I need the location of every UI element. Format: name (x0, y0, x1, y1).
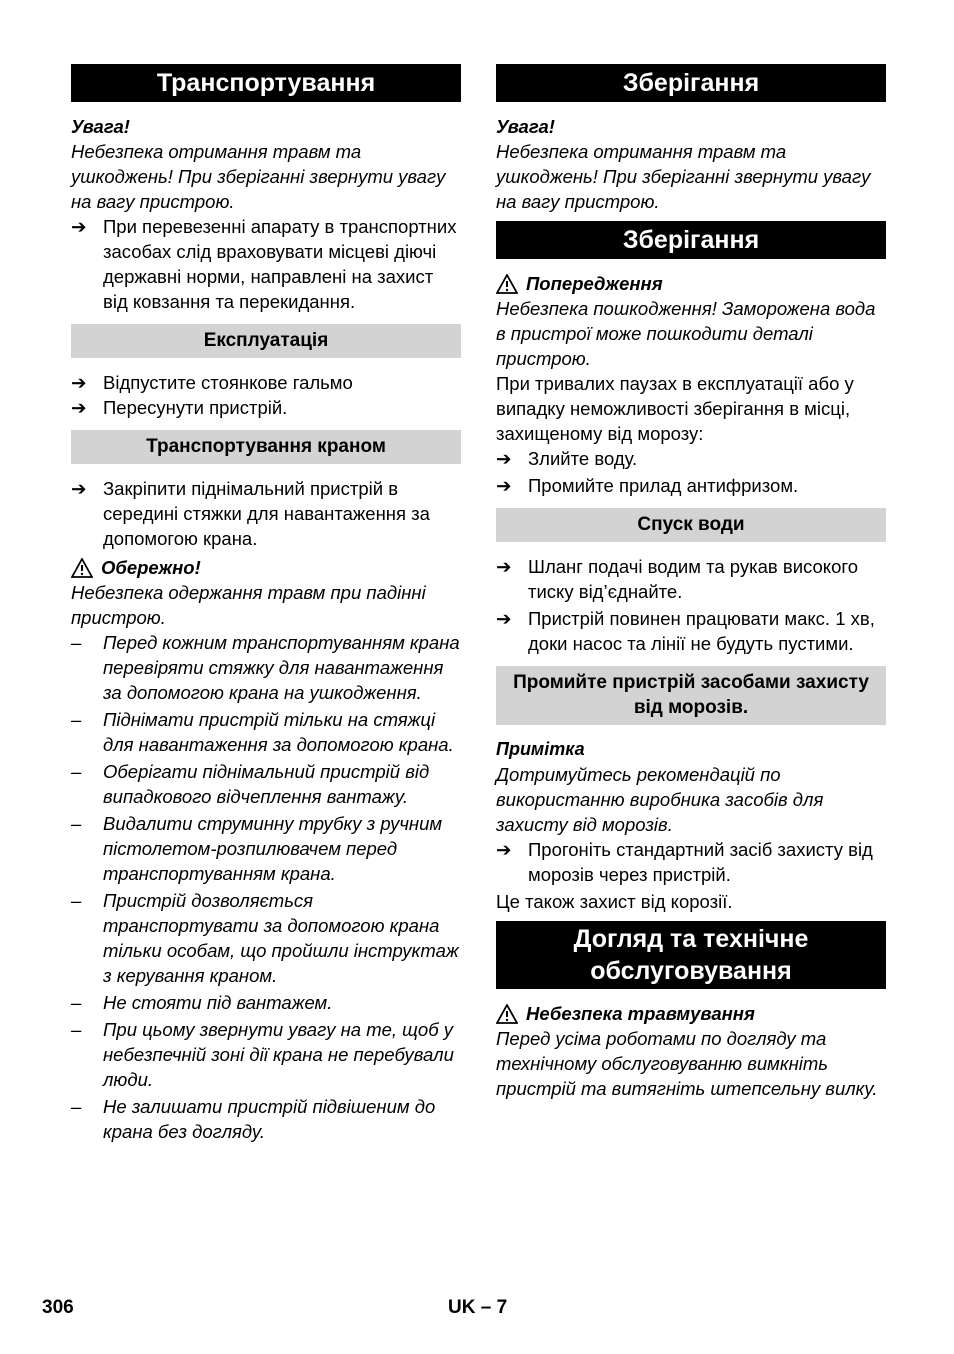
caution-item: – Видалити струминну трубку з ручним пістолетом-розпилювачем перед транспортуванням крана. (71, 813, 443, 884)
left-column (71, 64, 461, 1144)
arrow-right-icon: ➔ (71, 478, 87, 499)
attention-label: Увага! (71, 116, 130, 137)
arrow-right-icon: ➔ (496, 839, 512, 860)
transport-step: ➔ При перевезенні апарату в транспортних засобах слід враховувати місцеві діючі державні норми, направлені на захист від ковзання та перекидання. (71, 216, 457, 312)
frost-step: ➔ Промийте прилад антифризом. (496, 475, 799, 496)
arrow-right-icon: ➔ (71, 397, 87, 418)
attention-text: Небезпека отримання травм та ушкоджень! При зберіганні звернути увагу на вагу пристрою. (71, 141, 446, 212)
flush-heading: Промийте пристрій засобами захисту від морозів. (496, 666, 886, 725)
caution-item: – Оберігати піднімальний пристрій від випадкового відчеплення вантажу. (71, 761, 430, 807)
caution-row (71, 555, 461, 580)
danger-label: Небезпека травмування (526, 1003, 755, 1024)
arrow-right-icon: ➔ (496, 448, 512, 469)
caution-item: – Піднімати пристрій тільки на стяжці для навантаження за допомогою крана. (71, 709, 454, 755)
storage-heading-2: Зберігання (496, 221, 886, 259)
danger-text: Перед усіма роботами по догляду та технічному обслуговуванню вимкніть пристрій та витягніть штепсельну вилку. (496, 1028, 878, 1099)
caution-item: – Пристрій дозволяється транспортувати за допомогою крана тільки особам, що пройшли інструктаж з керування краном. (71, 890, 459, 986)
arrow-right-icon: ➔ (496, 556, 512, 577)
drain-step: ➔ Пристрій повинен працювати макс. 1 хв, доки насос та лінії не будуть пустими. (496, 608, 875, 654)
storage-heading: Зберігання (496, 64, 886, 102)
note-text: Дотримуйтесь рекомендацій по використанню виробника засобів для захисту від морозів. (496, 764, 824, 835)
flush-step: ➔ Прогоніть стандартний засіб захисту від морозів через пристрій. (496, 839, 873, 885)
corrosion-text: Це також захист від корозії. (496, 891, 733, 912)
crane-step: ➔ Закріпити піднімальний пристрій в середині стяжки для навантаження за допомогою крана. (71, 478, 430, 549)
right-column (496, 64, 886, 1101)
warning-triangle-icon (496, 1004, 518, 1024)
care-heading: Догляд та технічне обслуговування (496, 921, 886, 989)
warning-label: Попередження (526, 273, 663, 294)
drain-step: ➔ Шланг подачі водим та рукав високого тиску від’єднайте. (496, 556, 859, 602)
section-label: UK – 7 (448, 1297, 508, 1318)
warning-triangle-icon (71, 558, 93, 578)
attention-label: Увага! (496, 116, 555, 137)
note-label: Примітка (496, 739, 585, 759)
arrow-right-icon: ➔ (71, 216, 87, 237)
page-number: 306 (42, 1297, 74, 1318)
warning-row (496, 271, 886, 296)
operation-step: ➔ Пересунути пристрій. (71, 397, 288, 418)
transport-heading: Транспортування (71, 64, 461, 102)
caution-label: Обережно! (101, 557, 201, 578)
warning-text: Небезпека пошкодження! Заморожена вода в пристрої може пошкодити деталі пристрою. (496, 298, 876, 369)
caution-text: Небезпека одержання травм при падінні пристрою. (71, 582, 426, 628)
operation-step: ➔ Відпустите стоянкове гальмо (71, 372, 353, 393)
caution-item: – При цьому звернути увагу на те, щоб у небезпечній зоні дії крана не перебували люди. (71, 1019, 454, 1090)
danger-row (496, 1001, 886, 1026)
frost-text: При тривалих паузах в експлуатації або у випадку неможливості зберігання в місці, захищеному від морозу: (496, 373, 854, 444)
attention-text: Небезпека отримання травм та ушкоджень! При зберіганні звернути увагу на вагу пристрою. (496, 141, 871, 212)
arrow-right-icon: ➔ (71, 372, 87, 393)
frost-step: ➔ Злийте воду. (496, 448, 638, 469)
caution-item: – Не залишати пристрій підвішеним до крана без догляду. (71, 1096, 436, 1142)
arrow-right-icon: ➔ (496, 608, 512, 629)
drain-heading: Спуск води (496, 508, 886, 542)
warning-triangle-icon (496, 274, 518, 294)
arrow-right-icon: ➔ (496, 475, 512, 496)
operation-heading: Експлуатація (71, 324, 461, 358)
caution-item: – Перед кожним транспортуванням крана перевіряти стяжку для навантаження за допомогою крана на ушкодження. (71, 632, 460, 703)
caution-item: – Не стояти під вантажем. (71, 992, 333, 1013)
crane-heading: Транспортування краном (71, 430, 461, 464)
